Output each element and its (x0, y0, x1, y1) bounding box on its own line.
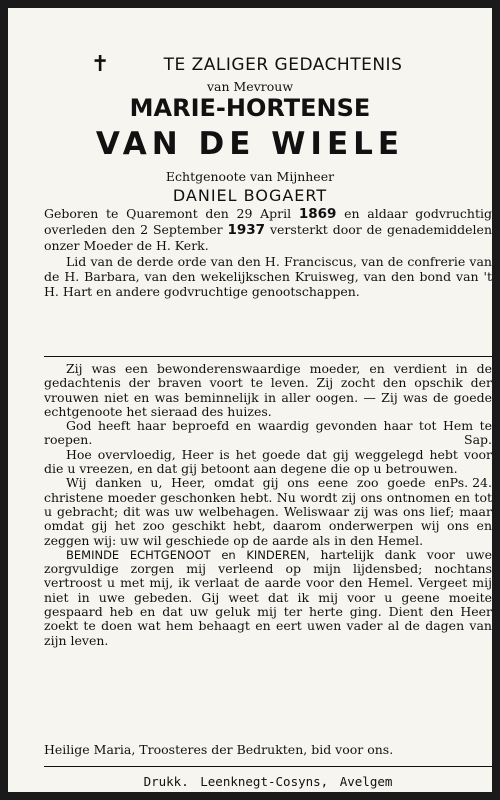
spouse-label: Echtgenoote van Mijnheer (165, 169, 335, 184)
birth-death-paragraph: Geboren te Quaremont den 29 April 1869 en aldaar godvruchtig overleden den 2 September 1937 versterkt door de genademiddelen onzer Moeder de H. Kerk. (44, 206, 492, 254)
printer-credit: Drukk. Leenknegt-Cosyns, Avelgem (143, 774, 393, 789)
divider-bottom (44, 766, 492, 767)
deceased-surname: VAN DE WIELE (95, 126, 405, 162)
cross-icon: ✝ (91, 52, 110, 77)
van-mevrouw-label: van Mevrouw (206, 79, 294, 94)
death-year: 1937 (227, 222, 266, 239)
memorial-text (44, 362, 492, 648)
sap-reference: Sap. (464, 432, 492, 448)
paragraph-thanks: Wij danken u, Heer, omdat gij ons eene zoo goede en christene moeder geschonken hebt. Nu wordt zij ons ontnomen en tot u gebracht; dit was uw welbehagen. Weliswaar zij was ons lief; maar omdat gij het zoo geschikt hebt, daarom onderwerpen wij ons en zeggen wij: uw wil geschiede op de aarde als in den Hemel. (44, 475, 492, 548)
membership-paragraph: Lid van de derde orde van den H. Franciscus, van de confrerie van de H. Barbara, van den wekelijkschen Kruisweg, van den bond van 't H. Hart en andere godvruchtige genootschappen. (44, 253, 492, 300)
deceased-first-name: MARIE-HORTENSE (129, 94, 371, 122)
divider-top (44, 356, 492, 357)
memorial-card (8, 8, 492, 792)
paragraph-psalm: Hoe overvloedig, Heer is het goede dat gij weggelegd hebt voor die u vreezen, en dat gij betoont aan degene die op u betrouwen. Ps. 24. (44, 446, 492, 491)
card-title: TE ZALIGER GEDACHTENIS (163, 55, 403, 75)
biography (44, 206, 492, 299)
psalm-reference: Ps. 24. (449, 475, 492, 491)
paragraph-mother: Zij was een bewonderenswaardige moeder, en verdient in de gedachtenis der braven voort te leven. Zij zocht den opschik der vrouwen niet en was beminnelijk in aller oogen. — Zij was de goede echtgenoote het sieraad des huizes. (44, 361, 492, 419)
paragraph-sap: God heeft haar beproefd en waardig gevonden haar tot Hem te roepen. Sap. (44, 418, 492, 448)
husband-name: DANIEL BOGAERT (172, 186, 328, 205)
paragraph-farewell: BEMINDE ECHTGENOOT en KINDEREN, hartelijk dank voor uwe zorgvuldige zorgen mij verleend op mijn lijdensbed; nochtans vertroost u met mij, ik verlaat de aarde voor den Hemel. Vergeet mij niet in uwe gebeden. Gij weet dat ik mij voor u geene moeite gespaard heb en dat uw geluk mij ter herte ging. Dient den Heer zoekt te doen wat hem behaagt en eert uwen vader al de dagen van zijn leven. (44, 546, 492, 648)
closing-prayer: Heilige Maria, Troosteres der Bedrukten, bid voor ons. (44, 742, 394, 757)
birth-year: 1869 (298, 206, 337, 222)
